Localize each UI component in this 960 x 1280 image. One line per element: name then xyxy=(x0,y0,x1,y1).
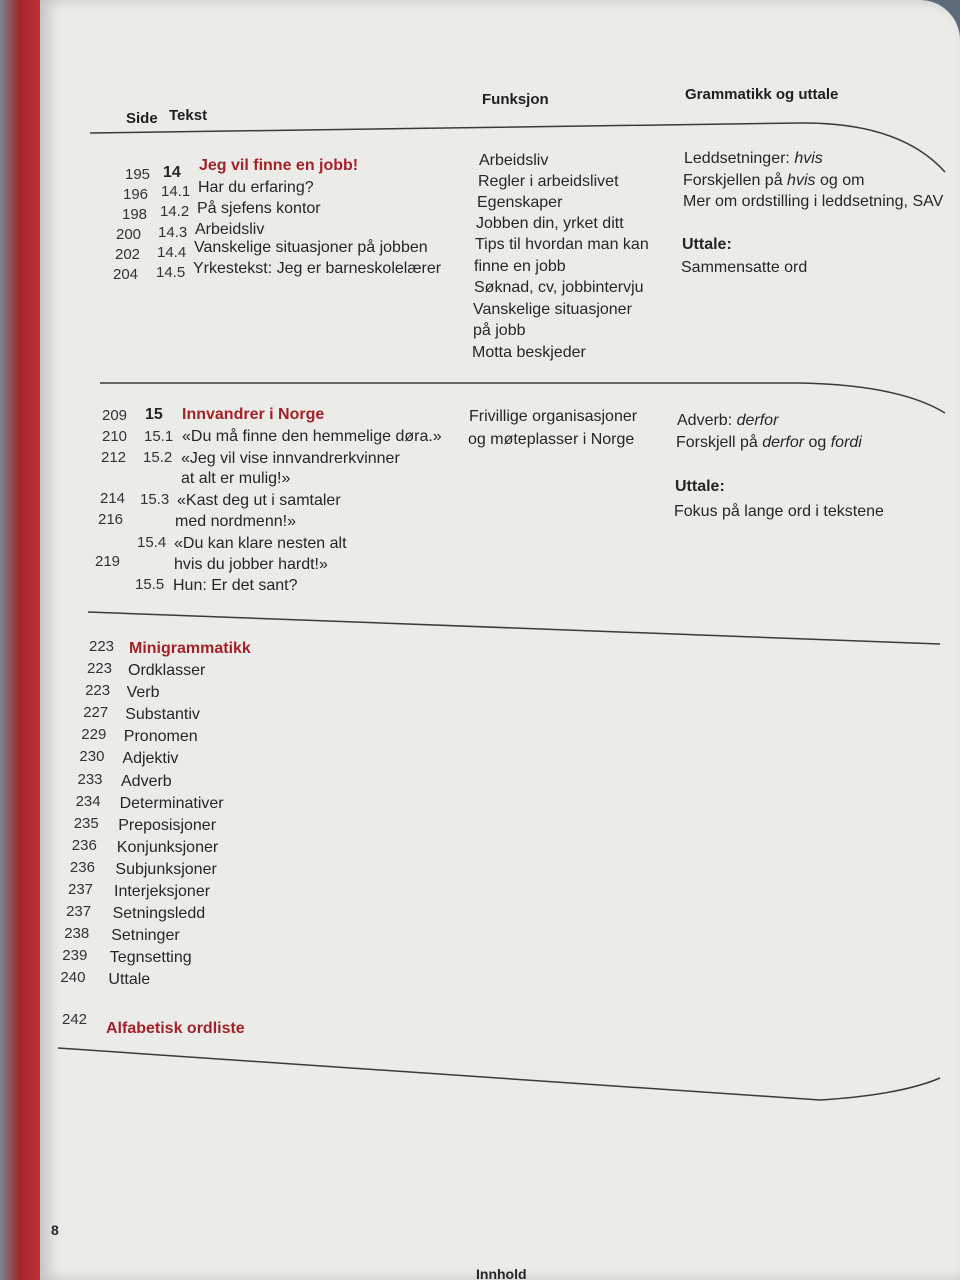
section-number: 14.1 xyxy=(161,183,191,200)
page-number: 204 xyxy=(113,266,139,283)
section-title: «Jeg vil vise innvandrerkvinner xyxy=(181,450,400,467)
list-item: Uttale xyxy=(108,971,151,989)
section-title: Har du erfaring? xyxy=(198,179,314,196)
funksjon-item: Arbeidsliv xyxy=(479,152,549,169)
section-number: 15.1 xyxy=(144,428,174,445)
funksjon-item: og møteplasser i Norge xyxy=(468,431,635,448)
list-item: Pronomen xyxy=(123,728,198,746)
page-number: 216 xyxy=(98,511,124,528)
funksjon-item: Jobben din, yrket ditt xyxy=(476,215,624,232)
funksjon-item: Søknad, cv, jobbintervju xyxy=(474,279,644,296)
uttale-label: Uttale: xyxy=(682,236,732,253)
list-item: Verb xyxy=(126,684,160,702)
page-number: 230 xyxy=(79,748,105,766)
chapter-title: Jeg vil finne en jobb! xyxy=(199,157,359,174)
section-title: «Du kan klare nesten alt xyxy=(174,535,347,552)
page-number: 240 xyxy=(60,969,86,987)
section-title: Arbeidsliv xyxy=(195,221,265,238)
uttale-label: Uttale: xyxy=(675,478,725,495)
list-item: Determinativer xyxy=(119,794,224,812)
page-number: 209 xyxy=(102,407,128,424)
page-number: 238 xyxy=(64,925,90,943)
grammatikk-item: Leddsetninger: hvis xyxy=(684,150,823,167)
running-title: Innhold xyxy=(476,1266,527,1280)
section-heading: Minigrammatikk xyxy=(129,640,251,657)
page-number: 219 xyxy=(95,553,121,570)
list-item: Preposisjoner xyxy=(118,816,217,834)
page-number: 237 xyxy=(68,881,94,898)
header-tekst: Tekst xyxy=(169,107,208,124)
uttale-item: Sammensatte ord xyxy=(681,259,808,276)
page-number: 236 xyxy=(69,858,95,876)
list-item: Adverb xyxy=(121,772,172,790)
section-number: 14.3 xyxy=(158,224,188,241)
section-title: Vanskelige situasjoner på jobben xyxy=(194,239,428,256)
funksjon-item: Tips til hvordan man kan xyxy=(475,236,649,253)
section-title: «Kast deg ut i samtaler xyxy=(177,492,341,509)
header-funksjon: Funksjon xyxy=(482,91,549,108)
page-number: 200 xyxy=(116,226,142,243)
list-item: Tegnsetting xyxy=(109,949,192,967)
page-number: 233 xyxy=(77,770,103,788)
header-grammatikk: Grammatikk og uttale xyxy=(685,86,839,103)
funksjon-item: finne en jobb xyxy=(474,258,566,275)
section-title: Hun: Er det sant? xyxy=(173,577,298,594)
book-page xyxy=(40,0,960,1280)
funksjon-item: Vanskelige situasjoner xyxy=(473,301,632,318)
page-number: 236 xyxy=(71,836,97,854)
section-number: 15.5 xyxy=(135,576,165,593)
grammatikk-item: Forskjellen på hvis og om xyxy=(683,172,865,189)
section-number: 14.5 xyxy=(156,264,186,281)
uttale-item: Fokus på lange ord i tekstene xyxy=(674,503,884,520)
page-number: 198 xyxy=(122,206,148,223)
section-number: 15.3 xyxy=(140,491,170,508)
section-number: 14.4 xyxy=(157,244,187,261)
chapter-title: Innvandrer i Norge xyxy=(182,406,325,423)
page-number: 237 xyxy=(66,903,92,921)
list-item: Subjunksjoner xyxy=(115,860,217,878)
funksjon-item: Regler i arbeidslivet xyxy=(478,173,619,190)
list-item: Substantiv xyxy=(125,706,200,724)
list-item: Setningsledd xyxy=(112,905,206,923)
page-number: 212 xyxy=(101,449,127,466)
list-item: Adjektiv xyxy=(122,750,179,768)
list-item: Ordklasser xyxy=(128,662,206,679)
page-number: 202 xyxy=(115,246,141,263)
list-item: Konjunksjoner xyxy=(116,838,219,856)
page-number: 227 xyxy=(83,704,109,722)
section-heading: Alfabetisk ordliste xyxy=(106,1020,245,1037)
funksjon-item: Motta beskjeder xyxy=(472,344,586,361)
page-number: 223 xyxy=(85,682,111,700)
section-title-cont: at alt er mulig!» xyxy=(181,470,291,487)
page-number: 210 xyxy=(102,428,128,445)
section-title-cont: hvis du jobber hardt!» xyxy=(174,556,328,573)
page-number: 214 xyxy=(100,490,126,507)
list-item: Interjeksjoner xyxy=(114,883,211,900)
funksjon-item: Egenskaper xyxy=(477,194,563,211)
section-title: Yrkestekst: Jeg er barneskolelærer xyxy=(193,260,442,277)
section-number: 15.4 xyxy=(137,534,167,551)
section-title-cont: med nordmenn!» xyxy=(175,513,296,530)
funksjon-item: Frivillige organisasjoner xyxy=(469,408,638,425)
page-number: 195 xyxy=(125,166,151,183)
page-number: 196 xyxy=(123,186,149,203)
page-number-footer: 8 xyxy=(51,1222,59,1238)
section-title: På sjefens kontor xyxy=(197,200,321,217)
section-title: «Du må finne den hemmelige døra.» xyxy=(182,428,442,445)
page-number: 223 xyxy=(89,638,115,655)
page-number: 229 xyxy=(81,726,107,744)
section-number: 15.2 xyxy=(143,449,173,466)
list-item: Setninger xyxy=(111,927,180,945)
grammatikk-item: Forskjell på derfor og fordi xyxy=(676,434,862,451)
grammatikk-item: Adverb: derfor xyxy=(677,412,779,429)
page-number: 239 xyxy=(62,947,88,965)
chapter-number: 15 xyxy=(145,406,163,423)
chapter-number: 14 xyxy=(163,164,181,181)
page-number: 242 xyxy=(62,1011,88,1028)
page-number: 223 xyxy=(87,660,113,677)
funksjon-item: på jobb xyxy=(473,322,526,339)
page-number: 235 xyxy=(73,814,99,832)
page-number: 234 xyxy=(75,792,101,810)
grammatikk-item: Mer om ordstilling i leddsetning, SAV xyxy=(683,193,944,210)
section-number: 14.2 xyxy=(160,203,190,220)
header-side: Side xyxy=(126,110,158,127)
